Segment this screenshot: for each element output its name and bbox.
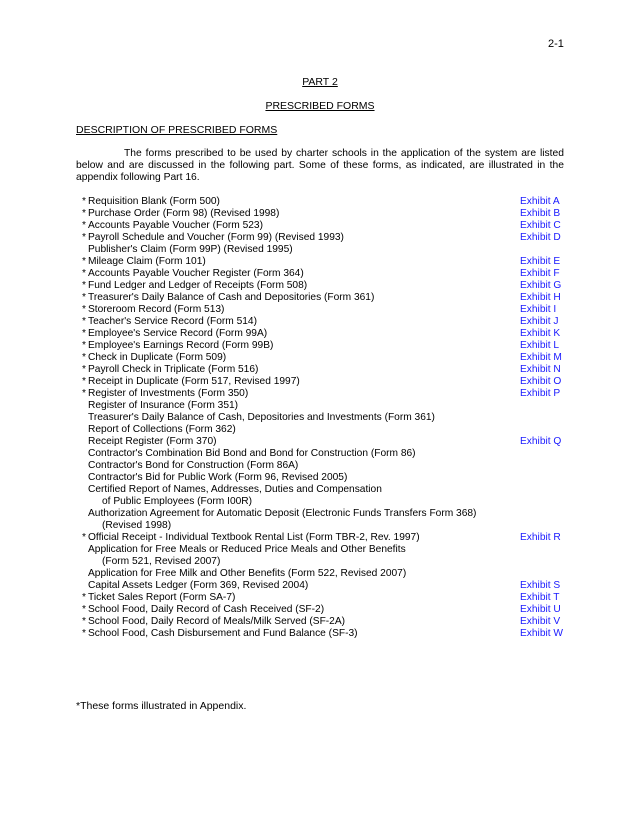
form-title-line: Publisher's Claim (Form 99P) (Revised 1995) [88,244,293,255]
illustrated-marker: * [82,352,86,363]
exhibit-link[interactable]: Exhibit A [520,196,560,207]
exhibit-link[interactable]: Exhibit T [520,592,560,603]
form-title [88,616,520,628]
form-title-line: Contractor's Bid for Public Work (Form 96, Revised 2005) [88,472,348,483]
form-title-line: Employee's Service Record (Form 99A) [88,328,268,339]
form-title [88,208,520,220]
form-title [88,376,520,388]
form-row [76,376,564,388]
illustrated-marker: * [82,616,86,627]
illustrated-marker: * [82,268,86,279]
form-title-line: Payroll Check in Triplicate (Form 516) [88,364,259,375]
form-title-line: Accounts Payable Voucher (Form 523) [88,220,263,231]
exhibit-link[interactable]: Exhibit O [520,376,562,387]
form-title [88,244,520,256]
exhibit-link[interactable]: Exhibit C [520,220,561,231]
footnote: *These forms illustrated in Appendix. [76,700,247,712]
form-row [76,628,564,640]
form-row [76,604,564,616]
section-title: PRESCRIBED FORMS [265,100,375,112]
part-title: PART 2 [302,76,338,88]
form-title [88,304,520,316]
form-row [76,412,564,424]
form-title [88,388,520,400]
page-number: 2-1 [548,38,564,50]
form-title [88,508,520,532]
form-row [76,616,564,628]
illustrated-marker: * [82,364,86,375]
form-row [76,304,564,316]
form-title-line: Contractor's Bond for Construction (Form 86A) [88,460,299,471]
illustrated-marker: * [82,628,86,639]
form-title-line: Capital Assets Ledger (Form 369, Revised 2004) [88,580,309,591]
illustrated-marker: * [82,232,86,243]
illustrated-marker: * [82,340,86,351]
form-title [88,196,520,208]
illustrated-marker: * [82,208,86,219]
form-title-line: Register of Investments (Form 350) [88,388,249,399]
form-title [88,532,520,544]
form-row [76,436,564,448]
form-title-line: Application for Free Meals or Reduced Price Meals and Other Benefits [88,544,406,555]
form-title-line: Storeroom Record (Form 513) [88,304,225,315]
form-title-line: School Food, Daily Record of Meals/Milk Served (SF-2A) [88,616,346,627]
section-heading: DESCRIPTION OF PRESCRIBED FORMS [76,124,278,136]
form-title-line: Official Receipt - Individual Textbook Rental List (Form TBR-2, Rev. 1997) [88,532,420,543]
illustrated-marker: * [82,220,86,231]
form-title-line: Treasurer's Daily Balance of Cash and Depositories (Form 361) [88,292,375,303]
exhibit-link[interactable]: Exhibit H [520,292,561,303]
exhibit-link[interactable]: Exhibit Q [520,436,562,447]
form-title-line: School Food, Cash Disbursement and Fund Balance (SF-3) [88,628,358,639]
form-title-line: Treasurer's Daily Balance of Cash, Depositories and Investments (Form 361) [88,412,435,423]
exhibit-link[interactable]: Exhibit L [520,340,560,351]
form-title-line: Requisition Blank (Form 500) [88,196,220,207]
form-title [88,400,520,412]
form-title [88,460,520,472]
form-title [88,340,520,352]
form-row [76,244,564,256]
form-title [88,280,520,292]
form-title-line: Application for Free Milk and Other Benefits (Form 522, Revised 2007) [88,568,407,579]
form-row [76,196,564,208]
form-title-line: Report of Collections (Form 362) [88,424,236,435]
form-title-line: Purchase Order (Form 98) (Revised 1998) [88,208,280,219]
form-row [76,292,564,304]
exhibit-link[interactable]: Exhibit N [520,364,561,375]
form-row [76,364,564,376]
exhibit-link[interactable]: Exhibit K [520,328,561,339]
form-row [76,256,564,268]
illustrated-marker: * [82,304,86,315]
form-title [88,628,520,640]
form-row [76,592,564,604]
form-row [76,460,564,472]
form-row [76,280,564,292]
illustrated-marker: * [82,532,86,543]
exhibit-link[interactable]: Exhibit S [520,580,561,591]
form-title [88,448,520,460]
form-row [76,352,564,364]
forms-list [76,196,564,640]
form-title-continuation: of Public Employees (Form I00R) [102,496,253,507]
form-row [76,400,564,412]
form-row [76,532,564,544]
form-title [88,412,520,424]
form-title-line: Certified Report of Names, Addresses, Duties and Compensation [88,484,382,495]
form-title [88,232,520,244]
form-title-line: Ticket Sales Report (Form SA-7) [88,592,236,603]
exhibit-link[interactable]: Exhibit G [520,280,562,291]
illustrated-marker: * [82,292,86,303]
illustrated-marker: * [82,376,86,387]
form-title [88,256,520,268]
form-title-line: Mileage Claim (Form 101) [88,256,206,267]
form-row [76,328,564,340]
form-title-line: Employee's Earnings Record (Form 99B) [88,340,274,351]
form-row [76,472,564,484]
form-row [76,508,564,532]
form-row [76,208,564,220]
exhibit-link[interactable]: Exhibit R [520,532,561,543]
form-title [88,220,520,232]
exhibit-link[interactable]: Exhibit F [520,268,560,279]
form-title [88,328,520,340]
form-row [76,268,564,280]
form-title-line: Authorization Agreement for Automatic Deposit (Electronic Funds Transfers Form 368) [88,508,477,519]
form-title [88,568,520,580]
illustrated-marker: * [82,328,86,339]
form-title-continuation: (Form 521, Revised 2007) [102,556,221,567]
exhibit-link[interactable]: Exhibit M [520,352,562,363]
form-title [88,292,520,304]
exhibit-link[interactable]: Exhibit V [520,616,561,627]
form-title [88,604,520,616]
illustrated-marker: * [82,316,86,327]
form-title [88,352,520,364]
form-row [76,424,564,436]
form-row [76,484,564,508]
form-title-line: Payroll Schedule and Voucher (Form 99) (Revised 1993) [88,232,344,243]
form-title-line: School Food, Daily Record of Cash Received (SF-2) [88,604,325,615]
illustrated-marker: * [82,256,86,267]
intro-paragraph: The forms prescribed to be used by charter schools in the application of the system are listed below and are discussed in the following part. Some of these forms, as indicated, are illustrated in the appendix following Part 16. [76,148,564,184]
illustrated-marker: * [82,280,86,291]
form-title [88,316,520,328]
form-row [76,544,564,568]
form-title-line: Receipt Register (Form 370) [88,436,217,447]
form-title-line: Fund Ledger and Ledger of Receipts (Form 508) [88,280,308,291]
form-title-line: Accounts Payable Voucher Register (Form 364) [88,268,304,279]
form-row [76,316,564,328]
exhibit-link[interactable]: Exhibit I [520,304,557,315]
form-title-line: Check in Duplicate (Form 509) [88,352,227,363]
exhibit-link[interactable]: Exhibit E [520,256,561,267]
exhibit-link[interactable]: Exhibit U [520,604,561,615]
form-title [88,268,520,280]
form-row [76,448,564,460]
exhibit-link[interactable]: Exhibit J [520,316,559,327]
form-row [76,340,564,352]
form-title [88,424,520,436]
form-title [88,592,520,604]
exhibit-link[interactable]: Exhibit B [520,208,561,219]
exhibit-link[interactable]: Exhibit W [520,628,564,639]
form-title-continuation: (Revised 1998) [102,520,172,531]
form-title [88,580,520,592]
form-row [76,568,564,580]
form-row [76,580,564,592]
form-title [88,484,520,508]
form-row [76,220,564,232]
illustrated-marker: * [82,388,86,399]
form-title-line: Receipt in Duplicate (Form 517, Revised 1997) [88,376,300,387]
illustrated-marker: * [82,592,86,603]
form-title-line: Contractor's Combination Bid Bond and Bond for Construction (Form 86) [88,448,416,459]
illustrated-marker: * [82,196,86,207]
form-title-line: Teacher's Service Record (Form 514) [88,316,257,327]
exhibit-link[interactable]: Exhibit P [520,388,561,399]
form-row [76,388,564,400]
form-title [88,472,520,484]
form-row [76,232,564,244]
illustrated-marker: * [82,604,86,615]
exhibit-link[interactable]: Exhibit D [520,232,561,243]
form-title [88,544,520,568]
form-title-line: Register of Insurance (Form 351) [88,400,239,411]
form-title [88,436,520,448]
form-title [88,364,520,376]
